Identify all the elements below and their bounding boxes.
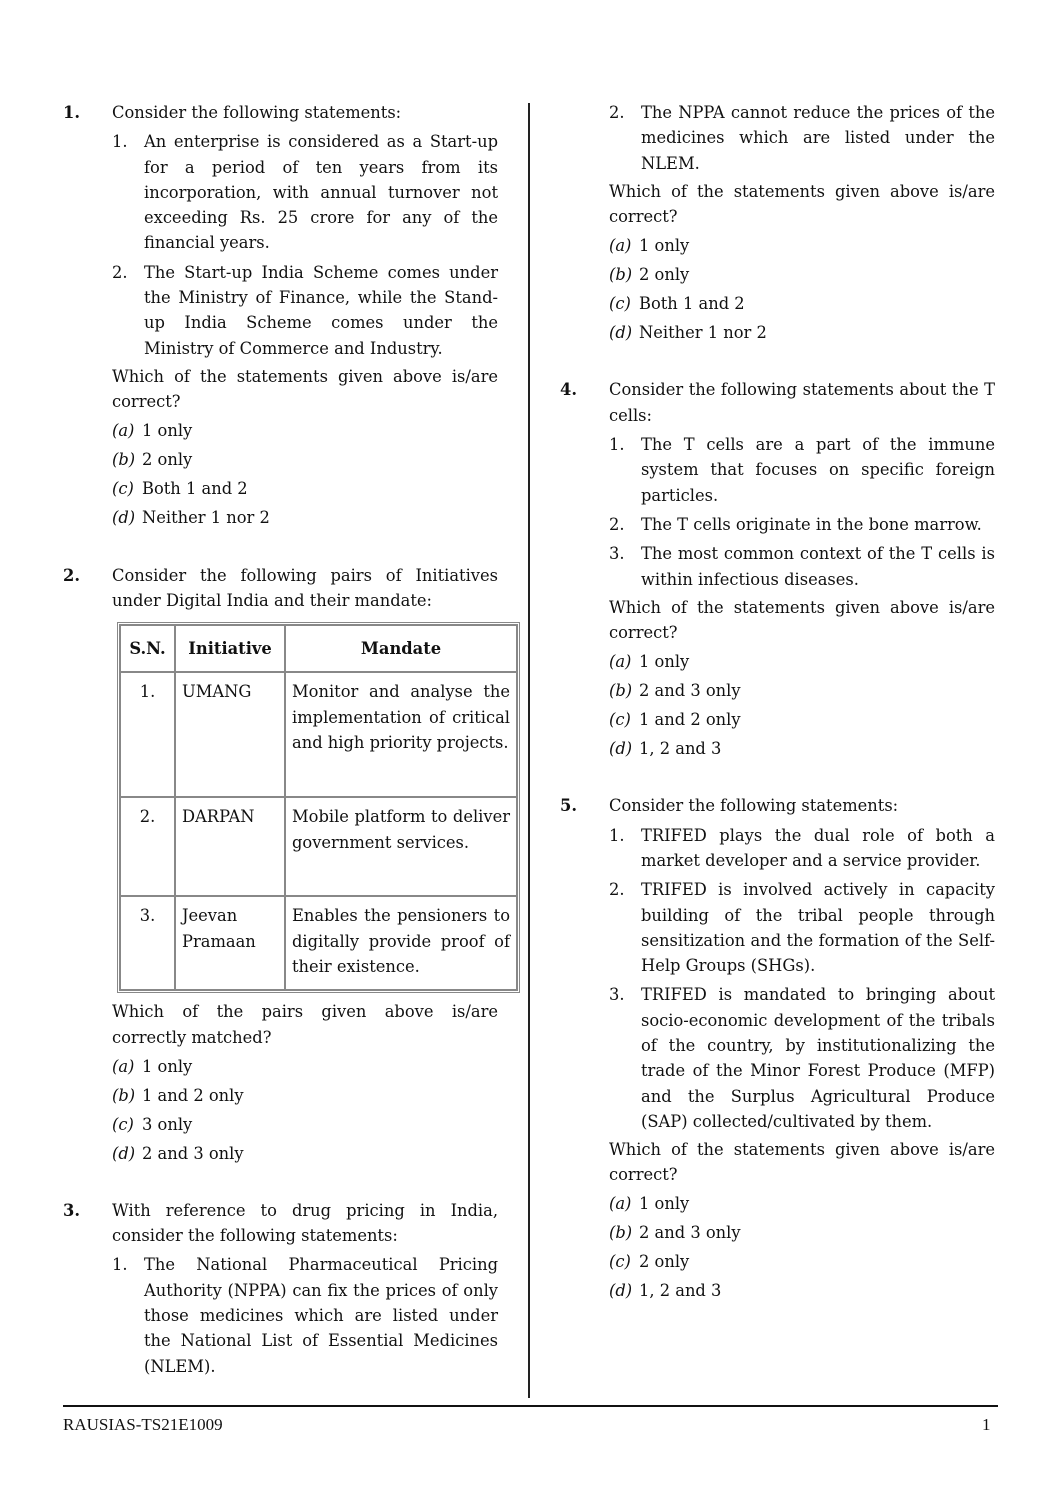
cell-mandate: Enables the pensioners to digitally provide proof of their existence. <box>285 896 517 990</box>
option-b <box>609 262 995 287</box>
option-b <box>609 678 995 703</box>
option-text: 2 and 3 only <box>639 1223 741 1243</box>
option-text: Both 1 and 2 <box>142 479 248 499</box>
header-sn: S.N. <box>120 625 175 672</box>
option-c <box>112 1112 498 1137</box>
option-label: (b) <box>112 450 136 470</box>
option-label: (a) <box>609 236 632 256</box>
table-row <box>120 797 517 896</box>
statement-text: The T cells originate in the bone marrow. <box>641 514 982 534</box>
option-label: (c) <box>609 710 631 730</box>
statement-number: 3. <box>609 544 625 564</box>
option-c <box>609 707 995 732</box>
option-label: (d) <box>609 739 633 759</box>
statement <box>112 129 498 255</box>
option-label: (a) <box>609 652 632 672</box>
header-mandate: Mandate <box>285 625 517 672</box>
option-a <box>112 1054 498 1079</box>
option-b <box>112 1083 498 1108</box>
option-b <box>112 447 498 472</box>
statement-number: 2. <box>112 262 128 282</box>
statement-text: TRIFED plays the dual role of both a market developer and a service provider. <box>641 825 995 870</box>
statement-text: The National Pharmaceutical Pricing Authority (NPPA) can fix the prices of only those medicines which are listed under the National List of Essential Medicines (NLEM). <box>144 1255 498 1376</box>
statement <box>112 1252 498 1378</box>
option-label: (a) <box>609 1194 632 1214</box>
question-number: 1. <box>63 103 80 122</box>
option-d <box>609 320 995 345</box>
option-label: (b) <box>609 1223 633 1243</box>
option-d <box>609 736 995 761</box>
option-text: 1 only <box>142 1056 193 1076</box>
left-column <box>63 100 510 1411</box>
option-label: (c) <box>112 479 134 499</box>
question-2 <box>63 563 510 1166</box>
statement <box>609 432 995 508</box>
cell-sn: 1. <box>120 672 175 797</box>
option-c <box>609 291 995 316</box>
option-a <box>609 1191 995 1216</box>
option-a <box>609 649 995 674</box>
question-5 <box>560 793 995 1303</box>
table-header <box>120 625 517 672</box>
option-text: 1 only <box>639 1194 690 1214</box>
option-d <box>112 505 498 530</box>
paper-code: RAUSIAS-TS21E1009 <box>63 1415 223 1434</box>
statement-text: The Start-up India Scheme comes under the Ministry of Finance, while the Stand-up India Scheme comes under the Ministry of Commerce and Industry. <box>144 262 498 358</box>
statement <box>609 823 995 874</box>
question-number: 2. <box>63 565 80 585</box>
question-1 <box>63 100 498 531</box>
option-text: 1 only <box>639 652 690 672</box>
option-text: 2 only <box>142 450 193 470</box>
option-label: (d) <box>609 1281 633 1301</box>
question-stem: With reference to drug pricing in India, consider the following statements: <box>112 1200 498 1246</box>
initiatives-table <box>117 622 520 993</box>
cell-initiative: Jeevan Pramaan <box>175 896 285 990</box>
option-b <box>609 1220 995 1245</box>
statement-text: TRIFED is mandated to bringing about socio-economic development of the tribals of the country, by institutionalizing the trade of the Minor Forest Produce (MFP) and the Surplus Agricultural Produce (SAP) collected/cultivated by them. <box>641 985 995 1131</box>
option-d <box>112 1141 498 1166</box>
footer-rule <box>63 1405 998 1407</box>
question-number: 3. <box>63 1200 80 1220</box>
option-text: 3 only <box>142 1114 193 1134</box>
column-divider <box>528 103 530 1398</box>
question-3-continued <box>560 100 995 345</box>
question-prompt: Which of the statements given above is/are correct? <box>609 1140 995 1185</box>
question-stem: Consider the following statements: <box>112 103 402 122</box>
option-d <box>609 1278 995 1303</box>
option-label: (b) <box>609 265 633 285</box>
option-text: 1 only <box>639 236 690 256</box>
statement <box>112 260 498 361</box>
question-3 <box>63 1198 498 1379</box>
statement <box>609 100 995 176</box>
statement <box>609 541 995 592</box>
option-label: (b) <box>112 1085 136 1105</box>
question-prompt: Which of the pairs given above is/are correctly matched? <box>112 1002 498 1047</box>
statement <box>609 982 995 1134</box>
option-text: 2 only <box>639 1252 690 1272</box>
option-text: Neither 1 nor 2 <box>639 323 767 343</box>
option-text: Both 1 and 2 <box>639 294 745 314</box>
statement-text: The NPPA cannot reduce the prices of the medicines which are listed under the NLEM. <box>641 103 995 173</box>
question-stem: Consider the following statements about the T cells: <box>609 380 995 425</box>
statement-number: 2. <box>609 880 625 900</box>
option-text: 2 and 3 only <box>142 1143 244 1163</box>
table-row <box>120 896 517 990</box>
option-text: 1, 2 and 3 <box>639 739 722 759</box>
statement-number: 1. <box>609 825 625 845</box>
cell-mandate: Mobile platform to deliver government services. <box>285 797 517 896</box>
option-label: (a) <box>112 1056 135 1076</box>
question-stem: Consider the following statements: <box>609 796 899 816</box>
header-initiative: Initiative <box>175 625 285 672</box>
option-text: 1 only <box>142 421 193 441</box>
statement-number: 2. <box>609 103 625 122</box>
option-label: (d) <box>112 1143 136 1163</box>
option-label: (d) <box>609 323 633 343</box>
statement-number: 1. <box>112 1255 128 1275</box>
option-label: (c) <box>112 1114 134 1134</box>
option-c <box>112 476 498 501</box>
statement <box>609 877 995 978</box>
page-number: 1 <box>982 1415 991 1434</box>
cell-initiative: DARPAN <box>175 797 285 896</box>
option-text: 2 only <box>639 265 690 285</box>
statement <box>609 512 995 537</box>
question-prompt: Which of the statements given above is/are correct? <box>112 366 498 412</box>
cell-initiative: UMANG <box>175 672 285 797</box>
option-text: 1, 2 and 3 <box>639 1281 722 1301</box>
statement-number: 3. <box>609 985 625 1005</box>
statement-number: 1. <box>609 435 625 455</box>
question-prompt: Which of the statements given above is/are correct? <box>609 181 995 227</box>
table-row <box>120 672 517 797</box>
option-text: Neither 1 nor 2 <box>142 508 270 528</box>
option-text: 1 and 2 only <box>639 710 741 730</box>
statement-number: 2. <box>609 514 625 534</box>
question-number: 5. <box>560 796 577 816</box>
statement-text: An enterprise is considered as a Start-up for a period of ten years from its incorporation, with annual turnover not exceeding Rs. 25 crore for any of the financial years. <box>144 132 498 253</box>
cell-mandate: Monitor and analyse the implementation of critical and high priority projects. <box>285 672 517 797</box>
option-label: (c) <box>609 294 631 314</box>
option-text: 1 and 2 only <box>142 1085 244 1105</box>
option-label: (c) <box>609 1252 631 1272</box>
cell-sn: 2. <box>120 797 175 896</box>
statement-text: The T cells are a part of the immune system that focuses on specific foreign particles. <box>641 435 995 505</box>
question-prompt: Which of the statements given above is/are correct? <box>609 597 995 643</box>
statement-number: 1. <box>112 132 128 152</box>
statement-text: The most common context of the T cells is within infectious diseases. <box>641 544 995 589</box>
option-label: (d) <box>112 508 136 528</box>
statement-text: TRIFED is involved actively in capacity building of the tribal people through sensitization and the formation of the Self-Help Groups (SHGs). <box>641 880 995 976</box>
option-a <box>609 233 995 258</box>
option-a <box>112 418 498 443</box>
question-4 <box>560 377 995 761</box>
right-column <box>560 100 995 1336</box>
option-label: (b) <box>609 681 633 701</box>
question-number: 4. <box>560 380 577 400</box>
option-text: 2 and 3 only <box>639 681 741 701</box>
cell-sn: 3. <box>120 896 175 990</box>
question-stem: Consider the following pairs of Initiatives under Digital India and their mandate: <box>112 565 498 610</box>
option-c <box>609 1249 995 1274</box>
option-label: (a) <box>112 421 135 441</box>
